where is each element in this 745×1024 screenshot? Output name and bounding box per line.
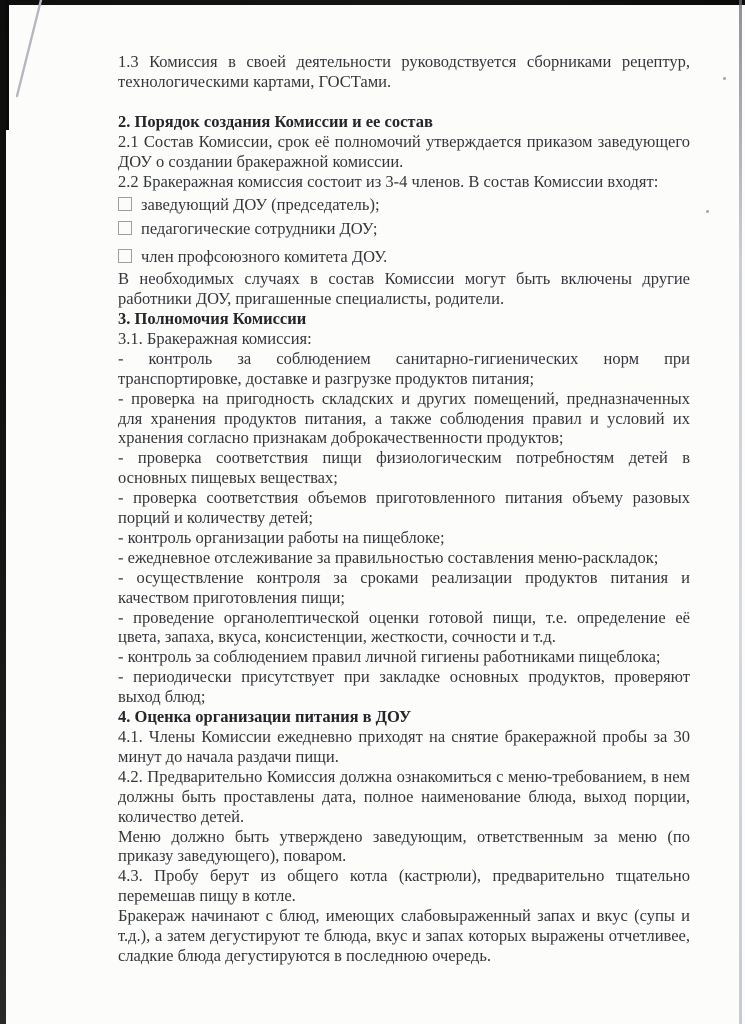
scanner-left-edge-shadow (0, 0, 6, 1024)
duty-item-10: - периодически присутствует при закладке основных продуктов, проверяют выход блюд; (118, 667, 690, 707)
paragraph-members-note: В необходимых случаях в состав Комиссии могут быть включены другие работники ДОУ, пригашенные специалисты, родители. (118, 269, 690, 309)
checkbox-icon (118, 249, 132, 263)
paragraph-1-3: 1.3 Комиссия в своей деятельности руководствуется сборниками рецептур, технологическими картами, ГОСТами. (118, 52, 690, 91)
heading-section-4: 4. Оценка организации питания в ДОУ (118, 707, 412, 727)
duty-item-7: - осуществление контроля за сроками реализации продуктов питания и качеством приготовления пищи; (118, 567, 690, 607)
paragraph-brakerazh-note: Бракераж начинают с блюд, имеющих слабовыраженный запах и вкус (супы и т.д.), а затем дегустируют те блюда, вкус и запах которых выражены отчетливее, сладкие блюда дегустируются в последнюю очередь. (118, 906, 690, 965)
member-item-label: заведующий ДОУ (председатель); (141, 195, 380, 215)
duty-item-6: - ежедневное отслеживание за правильностью составления меню-раскладок; (118, 547, 659, 567)
member-item-2 (118, 219, 690, 239)
heading-section-2: 2. Порядок создания Комиссии и ее состав (118, 111, 433, 131)
duty-item-3: - проверка соответствия пищи физиологическим потребностям детей в основных пищевых веществах; (118, 448, 690, 488)
document-body (118, 52, 690, 966)
heading-section-3: 3. Полномочия Комиссии (118, 308, 307, 328)
duty-item-9: - контроль за соблюдением правил личной гигиены работниками пищеблока; (118, 647, 661, 667)
member-item-label: педагогические сотрудники ДОУ; (141, 219, 378, 239)
corner-fold-line (0, 0, 70, 110)
duty-item-1: - контроль за соблюдением санитарно-гигиенических норм при транспортировке, доставке и разгрузке продуктов питания; (118, 348, 690, 388)
member-item-label: член профсоюзного комитета ДОУ. (141, 247, 388, 267)
duty-item-5: - контроль организации работы на пищеблоке; (118, 527, 445, 547)
member-item-3 (118, 247, 690, 267)
scan-speck (706, 210, 709, 213)
duty-item-4: - проверка соответствия объемов приготовленного питания объему разовых порций и количеству детей; (118, 488, 690, 528)
paragraph-2-2: 2.2 Бракеражная комиссия состоит из 3-4 членов. В состав Комиссии входят: (118, 171, 659, 191)
page-right-edge-line (739, 0, 742, 1024)
paragraph-4-2: 4.2. Предварительно Комиссия должна ознакомиться с меню-требованием, в нем должны быть проставлены дата, полное наименование блюда, выход порции, количество детей. (118, 766, 690, 826)
duty-item-2: - проверка на пригодность складских и других помещений, предназначенных для хранения продуктов питания, а также соблюдения правил и условий их хранения согласно признакам доброкачественности продуктов; (118, 388, 690, 448)
scan-speck (723, 77, 726, 80)
checkbox-icon (118, 221, 132, 235)
member-item-1 (118, 195, 690, 215)
scanner-top-edge-shadow (0, 0, 745, 5)
paragraph-4-1: 4.1. Члены Комиссии ежедневно приходят на снятие бракеражной пробы за 30 минут до начала раздачи пищи. (118, 727, 690, 766)
duty-item-8: - проведение органолептической оценки готовой пищи, т.е. определение её цвета, запаха, вкуса, консистенции, жесткости, сочности и т.д. (118, 607, 690, 647)
paragraph-3-1: 3.1. Бракеражная комиссия: (118, 328, 312, 348)
paragraph-menu-note: Меню должно быть утверждено заведующим, ответственным за меню (по приказу заведующего), поваром. (118, 826, 690, 866)
paragraph-2-1: 2.1 Состав Комиссии, срок её полномочий утверждается приказом заведующего ДОУ о создании бракеражной комиссии. (118, 131, 690, 171)
paragraph-4-3: 4.3. Пробу берут из общего котла (кастрюли), предварительно тщательно перемешав пищу в котле. (118, 866, 690, 906)
checkbox-icon (118, 197, 132, 211)
